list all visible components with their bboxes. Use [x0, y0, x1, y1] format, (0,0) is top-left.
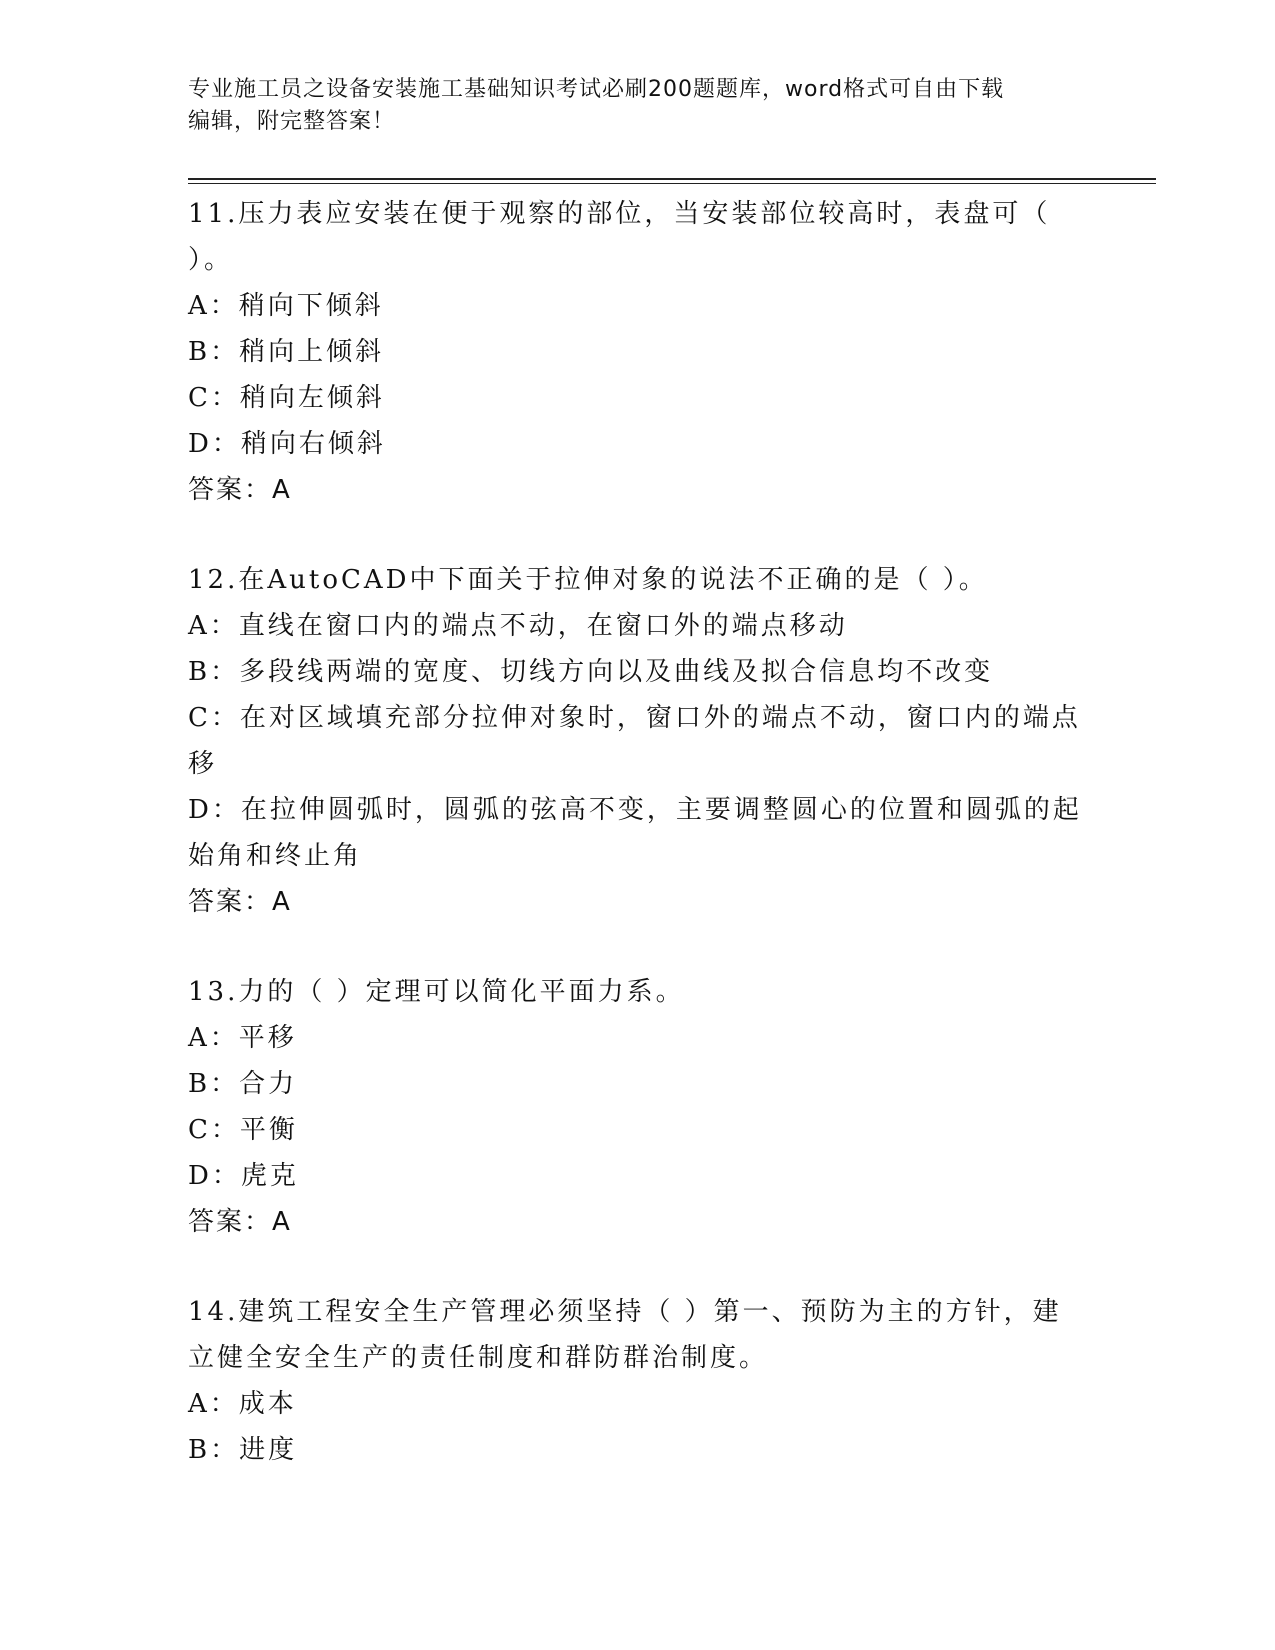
- option-c: C：稍向左倾斜: [188, 383, 385, 413]
- answer: 答案：A: [188, 475, 292, 505]
- question-13: [188, 969, 1088, 1245]
- option-c-continued: 移: [188, 749, 218, 779]
- header-divider-thin: [188, 183, 1156, 184]
- option-b: B：合力: [188, 1069, 298, 1099]
- question-stem: 13.力的（ ）定理可以简化平面力系。: [188, 977, 685, 1007]
- question-stem: 12.在AutoCAD中下面关于拉伸对象的说法不正确的是（ ）。: [188, 565, 988, 595]
- question-14: [188, 1289, 1088, 1473]
- question-11: [188, 191, 1088, 513]
- option-d: D：在拉伸圆弧时，圆弧的弦高不变，主要调整圆心的位置和圆弧的起: [188, 795, 1082, 825]
- option-b: B：多段线两端的宽度、切线方向以及曲线及拟合信息均不改变: [188, 657, 994, 687]
- option-d: D：虎克: [188, 1161, 299, 1191]
- answer: 答案：A: [188, 887, 292, 917]
- question-stem: 14.建筑工程安全生产管理必须坚持（ ）第一、预防为主的方针，建: [188, 1297, 1062, 1327]
- option-d: D：稍向右倾斜: [188, 429, 386, 459]
- option-a: A：平移: [188, 1023, 297, 1053]
- option-d-continued: 始角和终止角: [188, 841, 363, 871]
- option-a: A：稍向下倾斜: [188, 291, 384, 321]
- answer: 答案：A: [188, 1207, 292, 1237]
- question-spacer: [188, 925, 1088, 969]
- question-list: [188, 191, 1088, 1473]
- option-a: A：成本: [188, 1389, 297, 1419]
- question-spacer: [188, 513, 1088, 557]
- option-a: A：直线在窗口内的端点不动，在窗口外的端点移动: [188, 611, 848, 641]
- option-c: C：平衡: [188, 1115, 298, 1145]
- question-spacer: [188, 1245, 1088, 1289]
- header-line-2: 编辑，附完整答案！: [188, 109, 396, 134]
- header-line-1: 专业施工员之设备安装施工基础知识考试必刷200题题库，word格式可自由下载: [188, 77, 1005, 102]
- question-stem: 11.压力表应安装在便于观察的部位，当安装部位较高时，表盘可（: [188, 199, 1051, 229]
- question-stem: 立健全安全生产的责任制度和群防群治制度。: [188, 1343, 769, 1373]
- document-header: [188, 74, 1088, 138]
- question-stem: ）。: [188, 245, 234, 275]
- option-b: B：稍向上倾斜: [188, 337, 385, 367]
- header-divider: [188, 178, 1156, 180]
- option-c: C：在对区域填充部分拉伸对象时，窗口外的端点不动，窗口内的端点: [188, 703, 1081, 733]
- question-12: [188, 557, 1088, 925]
- option-b: B：进度: [188, 1435, 298, 1465]
